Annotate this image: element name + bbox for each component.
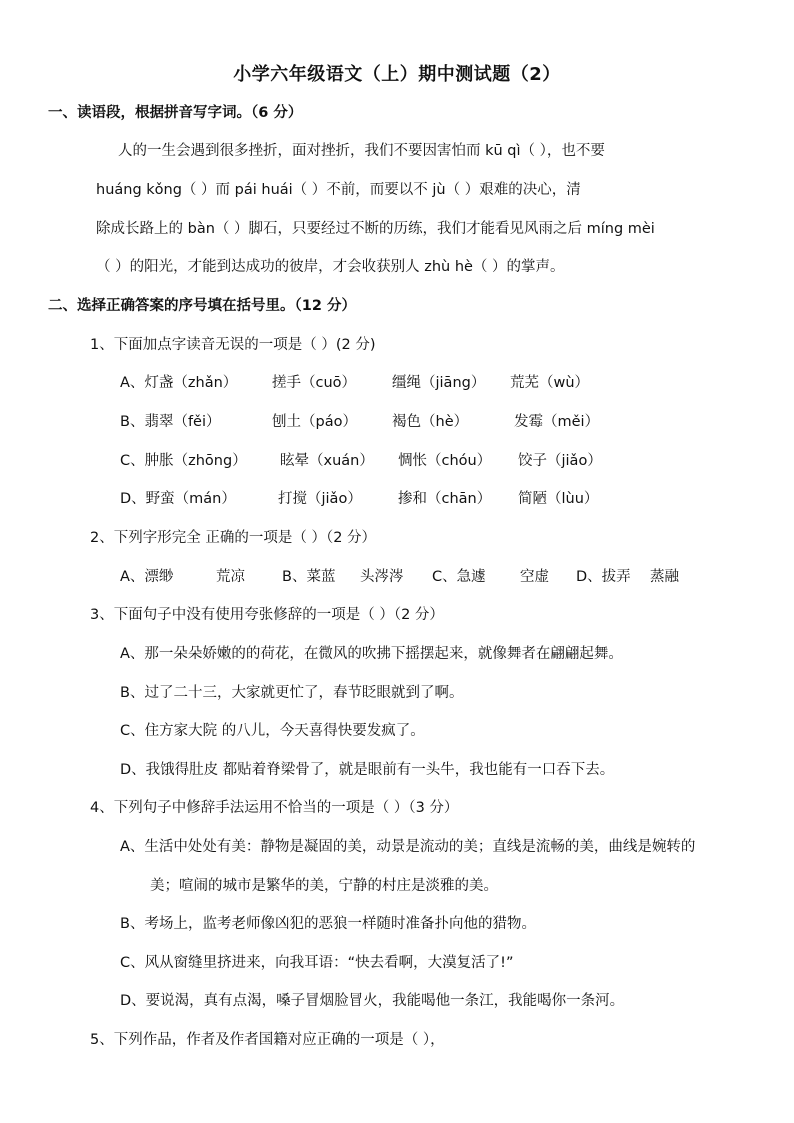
q2-option-b-1: B、菜蓝 bbox=[282, 569, 336, 585]
question-4-stem: 4、下列句子中修辞手法运用不恰当的一项是（ ）（3 分） bbox=[90, 800, 459, 816]
q1-option-a-2: 搓手（cuō） bbox=[272, 375, 357, 391]
q1-option-a-1: A、灯盏（zhǎn） bbox=[120, 375, 238, 391]
q1-option-c-3: 惆怅（chóu） bbox=[398, 453, 492, 469]
q2-option-d-2: 蒸融 bbox=[650, 569, 679, 585]
q3-option-c: C、住方家大院 的八儿，今天喜得快要发疯了。 bbox=[120, 723, 425, 739]
q1-option-c-1: C、肿胀（zhōng） bbox=[120, 453, 247, 469]
page-title: 小学六年级语文（上）期中测试题（2） bbox=[233, 64, 561, 85]
section1-heading: 一、读语段，根据拼音写字词。（6 分） bbox=[48, 105, 303, 121]
q1-option-a-3: 缰绳（jiāng） bbox=[392, 375, 486, 391]
q1-option-a-4: 荒芜（wù） bbox=[510, 375, 590, 391]
q3-option-a: A、那一朵朵娇嫩的的荷花，在微风的吹拂下摇摆起来，就像舞者在翩翩起舞。 bbox=[120, 646, 623, 662]
passage-line-1: 人的一生会遇到很多挫折，面对挫折，我们不要因害怕而 kū qì（ ），也不要 bbox=[118, 143, 605, 159]
passage-line-2: huáng kǒng（ ）而 pái huái（ ）不前，而要以不 jù（ ）艰难的决心，清 bbox=[96, 182, 581, 198]
question-2-stem: 2、下列字形完全 正确的一项是（ ）（2 分） bbox=[90, 530, 377, 546]
q3-option-b: B、过了二十三，大家就更忙了，春节眨眼就到了啊。 bbox=[120, 685, 464, 701]
q4-option-d: D、要说渴，真有点渴，嗓子冒烟脸冒火，我能喝他一条江，我能喝你一条河。 bbox=[120, 993, 625, 1009]
q1-option-d-1: D、野蛮（mán） bbox=[120, 491, 236, 507]
q2-option-d-1: D、拔弄 bbox=[576, 569, 631, 585]
question-5-stem: 5、下列作品，作者及作者国籍对应正确的一项是（ ）， bbox=[90, 1032, 445, 1048]
passage-line-3: 除成长路上的 bàn（ ）脚石，只要经过不断的历练，我们才能看见风雨之后 míng mèi bbox=[96, 221, 655, 237]
q4-option-a-line-1: A、生活中处处有美：静物是凝固的美，动景是流动的美；直线是流畅的美，曲线是婉转的 bbox=[120, 839, 696, 855]
q1-option-d-2: 打搅（jiǎo） bbox=[278, 491, 362, 507]
question-3-stem: 3、下面句子中没有使用夸张修辞的一项是（ ）（2 分） bbox=[90, 607, 444, 623]
q1-option-b-4: 发霉（měi） bbox=[514, 414, 600, 430]
q1-option-b-1: B、翡翠（fěi） bbox=[120, 414, 221, 430]
question-1-stem: 1、下面加点字读音无误的一项是（ ）(2 分) bbox=[90, 337, 376, 353]
q1-option-c-2: 眩晕（xuán） bbox=[280, 453, 374, 469]
q2-option-a-2: 荒凉 bbox=[216, 569, 245, 585]
section2-heading: 二、选择正确答案的序号填在括号里。（12 分） bbox=[48, 298, 356, 314]
q4-option-b: B、考场上，监考老师像凶犯的恶狼一样随时准备扑向他的猎物。 bbox=[120, 916, 536, 932]
passage-line-4: （ ）的阳光，才能到达成功的彼岸，才会收获别人 zhù hè（ ）的掌声。 bbox=[96, 259, 565, 275]
q1-option-c-4: 饺子（jiǎo） bbox=[518, 453, 602, 469]
q2-option-c-2: 空虚 bbox=[520, 569, 549, 585]
q1-option-b-3: 褐色（hè） bbox=[392, 414, 469, 430]
q1-option-d-3: 掺和（chān） bbox=[398, 491, 492, 507]
q2-option-a-1: A、漂缈 bbox=[120, 569, 174, 585]
q4-option-a-line-2: 美；喧闹的城市是繁华的美，宁静的村庄是淡雅的美。 bbox=[150, 878, 498, 894]
q2-option-b-2: 头涔涔 bbox=[360, 569, 404, 585]
q1-option-d-4: 简陋（lùu） bbox=[518, 491, 599, 507]
q4-option-c: C、风从窗缝里挤进来，向我耳语：“快去看啊，大漠复活了!” bbox=[120, 955, 514, 971]
q1-option-b-2: 刨土（páo） bbox=[272, 414, 357, 430]
q2-option-c-1: C、急遽 bbox=[432, 569, 486, 585]
q3-option-d: D、我饿得肚皮 都贴着脊梁骨了，就是眼前有一头牛，我也能有一口吞下去。 bbox=[120, 762, 615, 778]
